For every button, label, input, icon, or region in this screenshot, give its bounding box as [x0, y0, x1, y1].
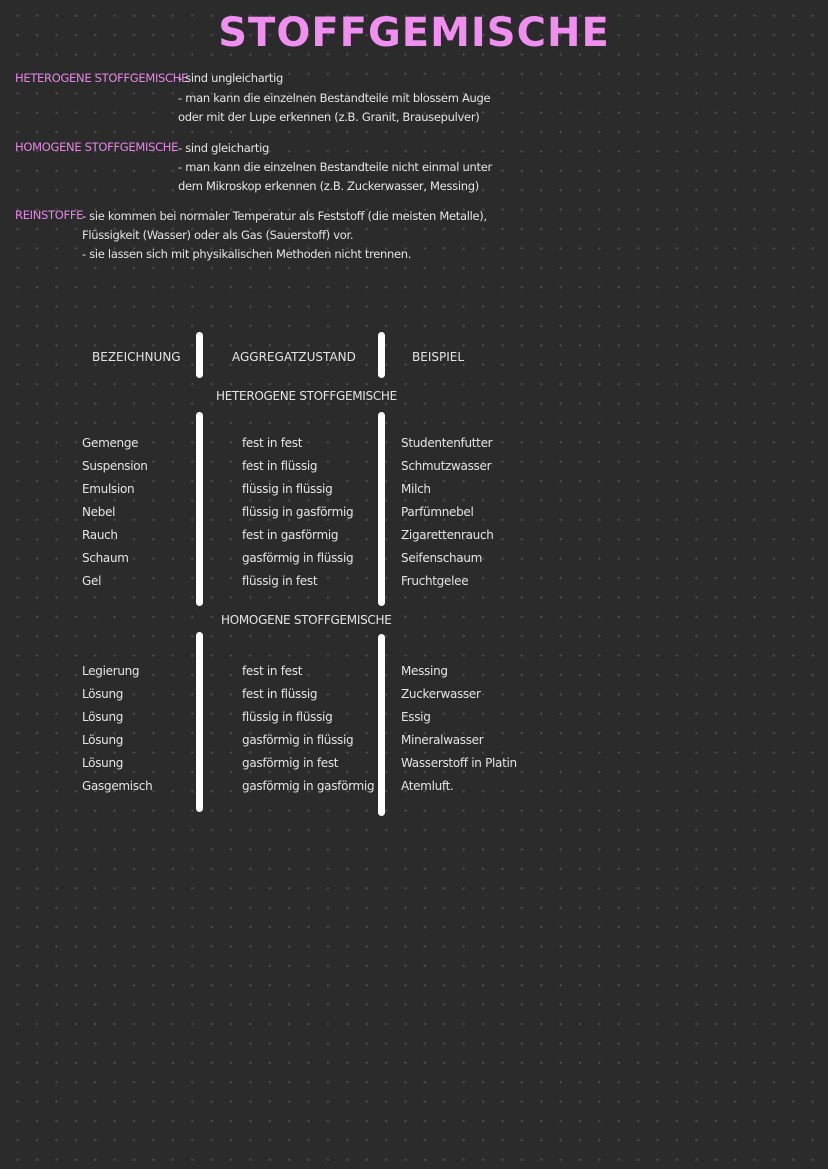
table-cell-example: Zigarettenrauch — [401, 528, 494, 542]
table-cell-example: Schmutzwasser — [401, 459, 492, 473]
table-cell-state: flüssig in fest — [242, 574, 318, 588]
table-cell-state: gasförmig in fest — [242, 756, 339, 770]
table-cell-state: fest in flüssig — [242, 687, 318, 701]
term-heterogen: HETEROGENE STOFFGEMISCHE — [15, 71, 189, 85]
definition-line: dem Mikroskop erkennen (z.B. Zuckerwasser, Messing) — [178, 179, 479, 193]
column-divider — [378, 634, 385, 816]
definition-line: - man kann die einzelnen Bestandteile mit blossem Auge — [178, 91, 491, 105]
table-cell-example: Zuckerwasser — [401, 687, 481, 701]
table-cell-name: Legierung — [82, 664, 140, 678]
page-title: STOFFGEMISCHE — [218, 10, 610, 56]
table-cell-example: Wasserstoff in Platin — [401, 756, 517, 770]
definition-line: oder mit der Lupe erkennen (z.B. Granit, Brausepulver) — [178, 110, 480, 124]
table-cell-state: flüssig in flüssig — [242, 482, 333, 496]
definition-line: - sie kommen bei normaler Temperatur als Feststoff (die meisten Metalle), — [82, 209, 487, 223]
term-homogen: HOMOGENE STOFFGEMISCHE — [15, 140, 179, 154]
table-cell-name: Gemenge — [82, 436, 139, 450]
definition-line: Flüssigkeit (Wasser) oder als Gas (Sauerstoff) vor. — [82, 228, 354, 242]
table-cell-name: Emulsion — [82, 482, 135, 496]
table-cell-example: Fruchtgelee — [401, 574, 469, 588]
table-cell-example: Essig — [401, 710, 431, 724]
table-cell-example: Studentenfutter — [401, 436, 493, 450]
table-cell-name: Lösung — [82, 733, 124, 747]
definition-line: - sie lassen sich mit physikalischen Methoden nicht trennen. — [82, 247, 412, 261]
table-cell-state: gasförmig in gasförmig — [242, 779, 375, 793]
table-cell-state: fest in gasförmig — [242, 528, 339, 542]
definition-line: - sind ungleichartig — [178, 71, 283, 85]
table-cell-example: Seifenschaum — [401, 551, 483, 565]
table-cell-state: gasförmig in flüssig — [242, 551, 354, 565]
column-divider — [378, 412, 385, 606]
table-cell-name: Schaum — [82, 551, 129, 565]
table-cell-state: fest in fest — [242, 436, 303, 450]
header-beispiel: BEISPIEL — [412, 350, 465, 364]
table-cell-state: flüssig in gasförmig — [242, 505, 354, 519]
definition-line: - sind gleichartig — [178, 141, 269, 155]
table-cell-name: Gel — [82, 574, 102, 588]
table-cell-example: Milch — [401, 482, 431, 496]
column-divider — [196, 632, 203, 812]
table-cell-example: Atemluft. — [401, 779, 454, 793]
table-cell-name: Gasgemisch — [82, 779, 153, 793]
table-cell-name: Lösung — [82, 687, 124, 701]
header-bezeichnung: BEZEICHNUNG — [92, 350, 181, 364]
table-cell-state: flüssig in flüssig — [242, 710, 333, 724]
table-cell-name: Rauch — [82, 528, 118, 542]
column-divider — [196, 332, 203, 378]
table-cell-example: Parfümnebel — [401, 505, 474, 519]
table-cell-state: fest in fest — [242, 664, 303, 678]
table-cell-name: Suspension — [82, 459, 148, 473]
header-aggregatzustand: AGGREGATZUSTAND — [232, 350, 356, 364]
table-cell-example: Mineralwasser — [401, 733, 484, 747]
column-divider — [196, 412, 203, 606]
section-title-heterogen: HETEROGENE STOFFGEMISCHE — [216, 389, 397, 403]
table-cell-state: fest in flüssig — [242, 459, 318, 473]
table-cell-name: Nebel — [82, 505, 116, 519]
table-cell-name: Lösung — [82, 710, 124, 724]
table-cell-name: Lösung — [82, 756, 124, 770]
table-cell-state: gasförmig in flüssig — [242, 733, 354, 747]
section-title-homogen: HOMOGENE STOFFGEMISCHE — [221, 613, 392, 627]
table-cell-example: Messing — [401, 664, 448, 678]
definition-line: - man kann die einzelnen Bestandteile nicht einmal unter — [178, 160, 492, 174]
term-reinstoffe: REINSTOFFE — [15, 208, 84, 222]
column-divider — [378, 332, 385, 378]
